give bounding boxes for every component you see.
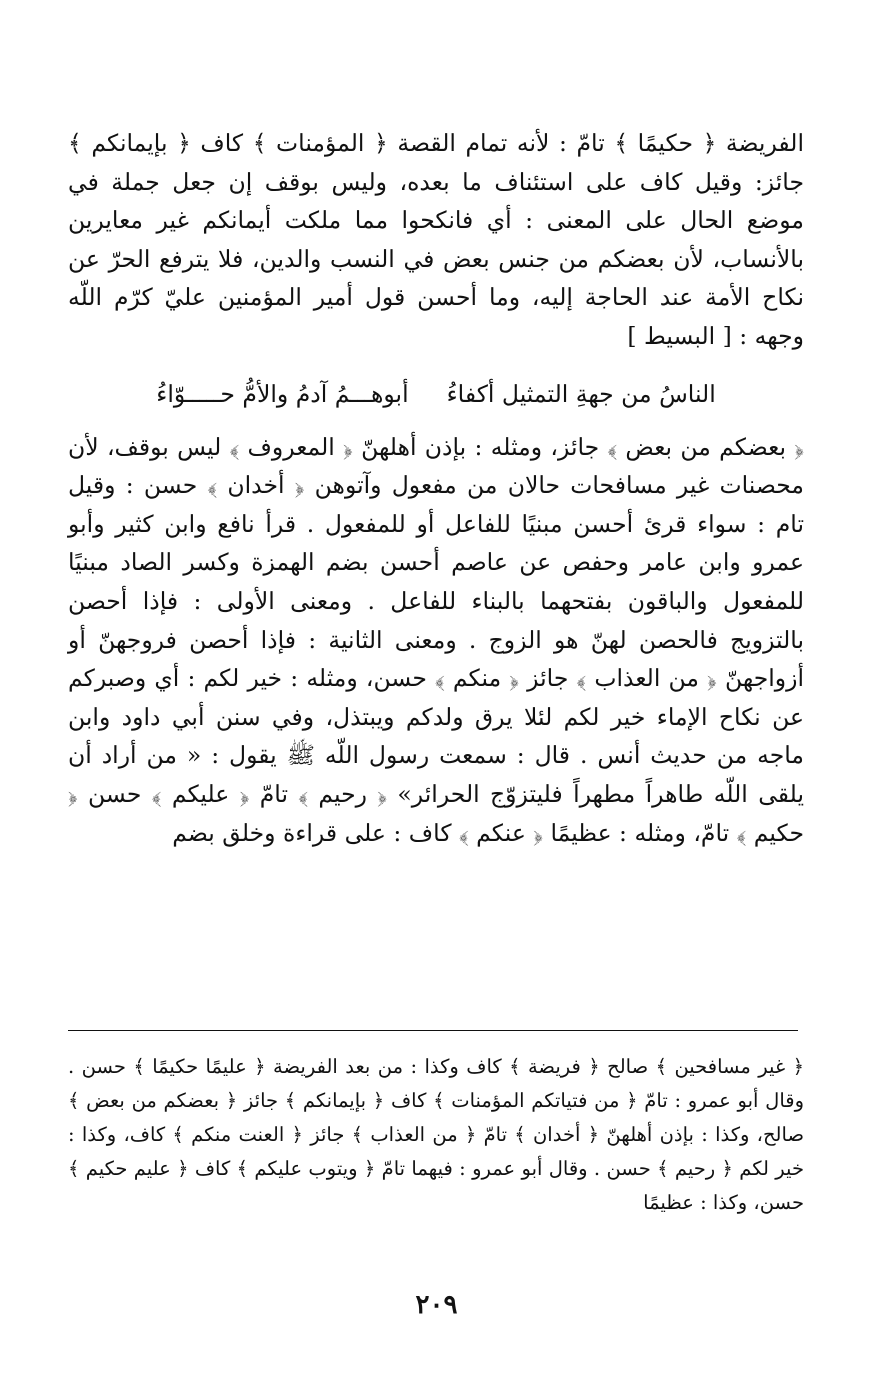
verse-second-hemistich: أبوهـــمُ آدمُ والأمُّ حـــــوّاءُ	[156, 379, 409, 408]
paragraph: ﴿ بعضكم من بعض ﴾ جائز، ومثله : بإذن أهلهنّ ﴿ المعروف ﴾ ليس بوقف، لأن محصنات غير مسافحات حالان من مفعول وآتوهن ﴿ أخدان ﴾ حسن : وقيل تام : سواء قرئ أحسن مبنيًا للفاعل أو للمفعول . قرأ نافع وابن كثير وأبو عمرو وابن عامر وحفص عن عاصم أحسن بضم الهمزة وكسر الصاد مبنيًا للمفعول والباقون بفتحهما بالبناء للفاعل . ومعنى الأولى : فإذا أحصن بالتزويج فالحصن لهنّ هو الزوج . ومعنى الثانية : فإذا أحصن فروجهنّ أو أزواجهنّ ﴿ من العذاب ﴾ جائز ﴿ منكم ﴾ حسن، ومثله : خير لكم : أي وصبركم عن نكاح الإماء خير لكم لئلا يرق ولدكم ويبتذل، وفي سنن أبي داود وابن ماجه من حديث أنس . قال : سمعت رسول اللّه ﷺ يقول : « من أراد أن يلقى اللّه طاهراً مطهراً فليتزوّج الحرائر» ﴿ رحيم ﴾ تامّ ﴿ عليكم ﴾ حسن ﴿ حكيم ﴾ تامّ، ومثله : عظيمًا ﴿ عنكم ﴾ كاف : على قراءة وخلق بضم	[68, 432, 804, 847]
footnote-block	[68, 1050, 804, 1220]
page-number: ٢٠٩	[415, 1290, 458, 1320]
paragraph: الفريضة ﴿ حكيمًا ﴾ تامّ : لأنه تمام القصة ﴿ المؤمنات ﴾ كاف ﴿ بإيمانكم ﴾ جائز: وقيل كاف على استئناف ما بعده، وليس بوقف إن جعل جملة في موضع الحال على المعنى : أي فانكحوا مما ملكت أيمانكم غير معايرين بالأنساب، لأن بعضكم من جنس بعض في النسب والدين، فلا يترفع الحرّ عن نكاح الأمة عند الحاجة إليه، وما أحسن قول أمير المؤمنين عليّ كرّم اللّه وجهه : [ البسيط ]	[68, 129, 804, 350]
verse-first-hemistich: الناسُ من جهةِ التمثيل أكفاءُ	[446, 379, 716, 408]
footnote-separator	[68, 1030, 798, 1031]
main-text-block	[68, 124, 804, 852]
body-text	[68, 124, 804, 852]
poetry-verse	[68, 374, 804, 414]
footnote-text: ﴿ غير مسافحين ﴾ صالح ﴿ فريضة ﴾ كاف وكذا : من بعد الفريضة ﴿ عليمًا حكيمًا ﴾ حسن . وقال أبو عمرو : تامّ ﴿ من فتياتكم المؤمنات ﴾ كاف ﴿ بإيمانكم ﴾ جائز ﴿ بعضكم من بعض ﴾ صالح، وكذا : بإذن أهلهنّ ﴿ أخدان ﴾ تامّ ﴿ من العذاب ﴾ جائز ﴿ العنت منكم ﴾ كاف، وكذا : خير لكم ﴿ رحيم ﴾ حسن . وقال أبو عمرو : فيهما تامّ ﴿ ويتوب عليكم ﴾ كاف ﴿ عليم حكيم ﴾ حسن، وكذا : عظيمًا	[68, 1055, 804, 1214]
